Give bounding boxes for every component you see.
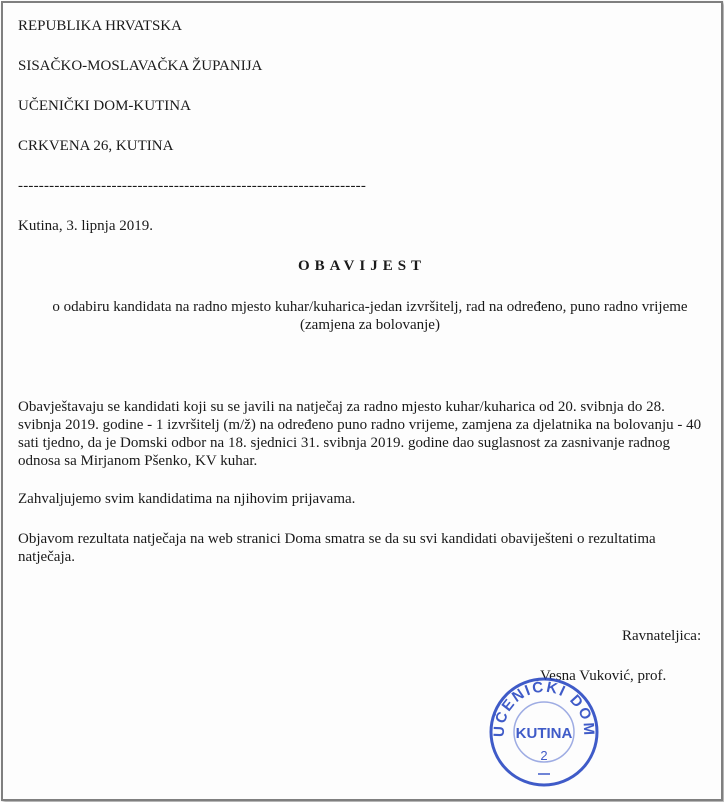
subtitle-line-1: o odabiru kandidata na radno mjesto kuhar/kuharica-jedan izvršitelj, rad na određeno, puno radno vrijeme <box>52 299 688 315</box>
subtitle-line-2: (zamjena za bolovanje) <box>300 317 440 333</box>
header-address: CRKVENA 26, KUTINA <box>18 138 174 154</box>
document-subtitle <box>40 298 700 334</box>
signature-role: Ravnateljica: <box>622 628 702 644</box>
signature-name: Vesna Vuković, prof. <box>540 668 667 684</box>
official-stamp <box>488 676 600 788</box>
stamp-ring-text: UČENIČKI DOM <box>490 678 598 738</box>
stamp-center-text: KUTINA <box>515 725 573 742</box>
body-paragraph-2: Zahvaljujemo svim kandidatima na njihovim prijavama. <box>18 491 356 507</box>
body-paragraph-3: Objavom rezultata natječaja na web stranici Doma smatra se da su svi kandidati obaviješteni o rezultatima natječaja. <box>18 531 656 565</box>
header-separator: ------------------------------------------------------------------- <box>18 178 367 194</box>
body-paragraph-1: Obavještavaju se kandidati koji su se javili na natječaj za radno mjesto kuhar/kuharica od 20. svibnja do 28. svibnja 2019. godine - 1 izvršitelj (m/ž) na određeno puno radno vrijeme, zamjena za djelatnika na bolovanju - 40 sati tjedno, da je Domski odbor na 18. sjednici 31. svibnja 2019. godine dao suglasnost za zasnivanje radnog odnosa sa Mirjanom Pšenko, KV kuhar. <box>18 399 702 469</box>
document-date: Kutina, 3. lipnja 2019. <box>18 218 153 234</box>
header-country: REPUBLIKA HRVATSKA <box>18 18 182 34</box>
header-institution: UČENIČKI DOM-KUTINA <box>18 98 191 114</box>
document-title: OBAVIJEST <box>297 258 427 274</box>
header-county: SISAČKO-MOSLAVAČKA ŽUPANIJA <box>18 58 263 74</box>
stamp-number: 2 <box>540 748 548 763</box>
